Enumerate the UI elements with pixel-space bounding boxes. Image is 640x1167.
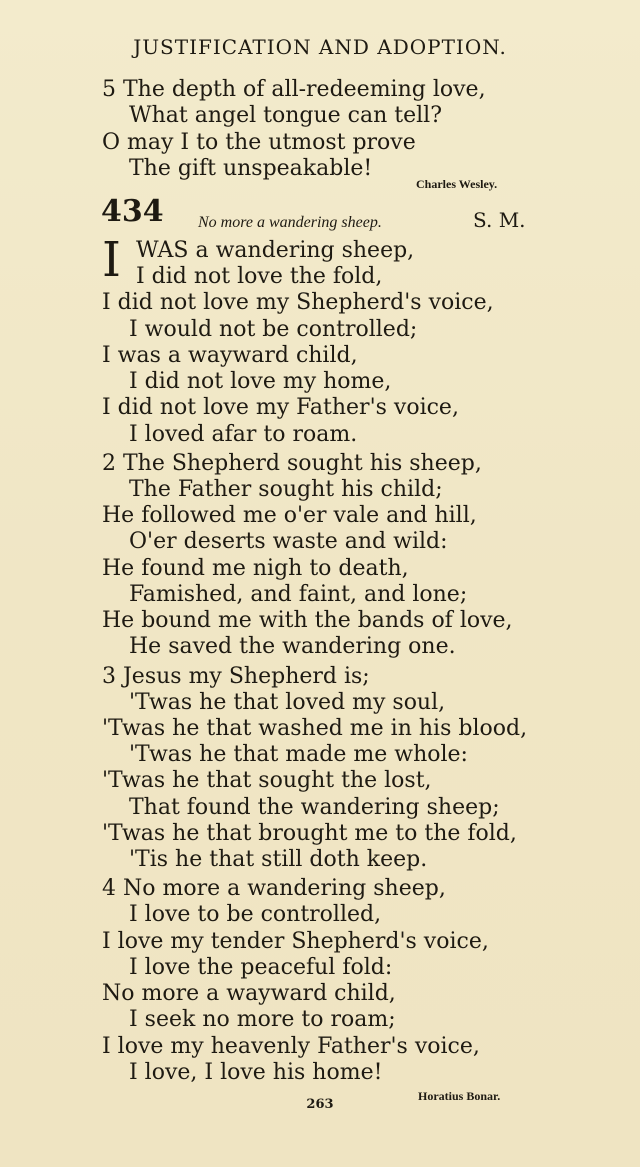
hymn-line: I love, I love his home! xyxy=(129,1060,383,1085)
hymn-line: I did not love the fold, xyxy=(136,264,383,289)
prev-hymn-line: 5 The depth of all-redeeming love, xyxy=(102,77,486,102)
hymn-line: The Father sought his child; xyxy=(129,477,443,502)
prev-hymn-line: O may I to the utmost prove xyxy=(102,130,416,155)
hymn-line: I did not love my Shepherd's voice, xyxy=(102,290,494,315)
hymn-line: He saved the wandering one. xyxy=(129,634,456,659)
hymn-meter: S. M. xyxy=(473,208,526,232)
hymn-line: I love to be controlled, xyxy=(129,902,382,927)
hymn-line: I did not love my home, xyxy=(129,369,392,394)
hymn-line: WAS a wandering sheep, xyxy=(136,238,415,263)
hymn-line: He bound me with the bands of love, xyxy=(102,608,513,633)
hymn-title: No more a wandering sheep. xyxy=(198,214,382,231)
hymn-line: O'er deserts waste and wild: xyxy=(129,529,448,554)
hymn-line: 3 Jesus my Shepherd is; xyxy=(102,664,370,689)
hymn-line: I would not be controlled; xyxy=(129,317,418,342)
hymn-line: 'Twas he that brought me to the fold, xyxy=(102,821,517,846)
hymn-author: Horatius Bonar. xyxy=(418,1089,501,1103)
prev-hymn-author: Charles Wesley. xyxy=(416,177,498,191)
page-number: 263 xyxy=(306,1097,334,1112)
hymn-line: No more a wayward child, xyxy=(102,981,396,1006)
hymn-line: I loved afar to roam. xyxy=(129,422,358,447)
hymn-number: 434 xyxy=(101,194,164,229)
hymn-line: 4 No more a wandering sheep, xyxy=(102,876,446,901)
prev-hymn-line: The gift unspeakable! xyxy=(129,156,373,181)
hymn-line: 'Twas he that loved my soul, xyxy=(129,690,446,715)
hymn-line: Famished, and faint, and lone; xyxy=(129,582,468,607)
hymn-line: 'Tis he that still doth keep. xyxy=(129,847,428,872)
hymn-line: 'Twas he that made me whole: xyxy=(129,742,468,767)
hymn-line: That found the wandering sheep; xyxy=(129,795,500,820)
hymn-line: I did not love my Father's voice, xyxy=(102,395,459,420)
hymn-line: I love the peaceful fold: xyxy=(129,955,393,980)
hymn-line: I seek no more to roam; xyxy=(129,1007,396,1032)
hymn-line: He followed me o'er vale and hill, xyxy=(102,503,477,528)
drop-cap: I xyxy=(102,232,121,288)
hymn-line: 'Twas he that sought the lost, xyxy=(102,768,432,793)
hymn-line: He found me nigh to death, xyxy=(102,556,409,581)
hymn-line: 2 The Shepherd sought his sheep, xyxy=(102,451,482,476)
hymn-line: I love my heavenly Father's voice, xyxy=(102,1034,480,1059)
hymn-line: I was a wayward child, xyxy=(102,343,358,368)
page-header: JUSTIFICATION AND ADOPTION. xyxy=(133,35,507,59)
hymn-line: I love my tender Shepherd's voice, xyxy=(102,929,489,954)
prev-hymn-line: What angel tongue can tell? xyxy=(129,103,442,128)
hymn-line: 'Twas he that washed me in his blood, xyxy=(102,716,528,741)
